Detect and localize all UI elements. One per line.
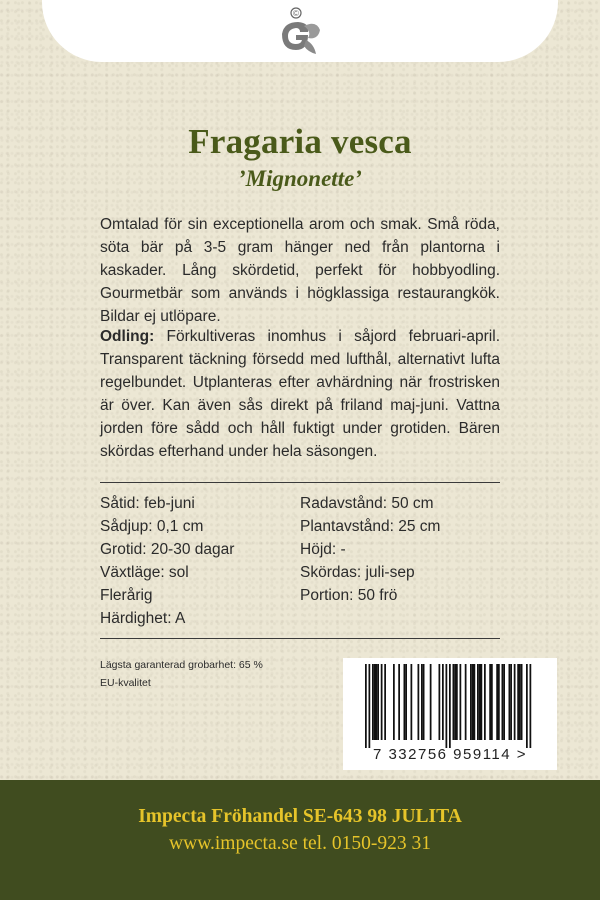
barcode-bar bbox=[377, 664, 379, 740]
footer-company: Impecta Fröhandel SE-643 98 JULITA bbox=[138, 806, 462, 827]
barcode-bar bbox=[442, 664, 444, 740]
barcode-bar bbox=[376, 664, 378, 740]
fact-plant-spacing: Plantavstånd: 25 cm bbox=[300, 518, 441, 535]
barcode-bar bbox=[477, 664, 479, 740]
fact-height: Höjd: - bbox=[300, 541, 346, 558]
barcode-bar bbox=[465, 664, 467, 740]
barcode-bar bbox=[393, 664, 395, 740]
barcode-bar bbox=[498, 664, 500, 740]
cultivation-text: Förkultiveras inomhus i såjord februari-april. Transparent täckning försedd med lufthål, alternativt lufta regelbundet. Utplanteras efter avhärdning när frostrisken är över. Kan även sås direkt på friland maj-juni. Vattna jorden före sådd och håll fuktigt under grotiden. Bären skördas efterhand under hela säsongen. bbox=[100, 328, 500, 460]
barcode-bar bbox=[521, 664, 523, 740]
fact-portion: Portion: 50 frö bbox=[300, 587, 398, 604]
barcode-bar bbox=[479, 664, 481, 740]
product-title: Fragaria vesca bbox=[188, 122, 412, 161]
barcode-bar bbox=[472, 664, 474, 740]
barcode-bar bbox=[496, 664, 498, 740]
barcode-bar bbox=[405, 664, 407, 740]
barcode-bar bbox=[369, 664, 371, 748]
fact-location: Växtläge: sol bbox=[100, 564, 189, 581]
barcode-number: 7 332756 959114 > bbox=[372, 746, 528, 763]
barcode-bar bbox=[484, 664, 486, 740]
impecta-leaf-logo-icon bbox=[276, 4, 324, 60]
barcode-bar bbox=[404, 664, 406, 740]
germination-note: Lägsta garanterad grobarhet: 65 % bbox=[100, 659, 263, 671]
fact-sowing-time: Såtid: feb-juni bbox=[100, 495, 195, 512]
barcode-bar bbox=[418, 664, 420, 740]
barcode-bar bbox=[430, 664, 432, 740]
cultivation-label: Odling: bbox=[100, 328, 155, 345]
cultivation-section bbox=[100, 325, 500, 463]
barcode-bar bbox=[398, 664, 400, 740]
barcode-bar bbox=[421, 664, 423, 740]
barcode-bar bbox=[526, 664, 528, 748]
barcode bbox=[343, 658, 557, 770]
product-variety: ’Mignonette’ bbox=[238, 166, 362, 191]
barcode-bar bbox=[456, 664, 458, 740]
barcode-bar bbox=[439, 664, 441, 740]
barcode-bar bbox=[470, 664, 472, 740]
barcode-bar bbox=[423, 664, 425, 740]
facts-left-list bbox=[100, 492, 234, 630]
barcode-bar bbox=[510, 664, 512, 740]
fact-perennial: Flerårig bbox=[100, 587, 153, 604]
barcode-bar bbox=[453, 664, 455, 740]
barcode-bar bbox=[489, 664, 491, 740]
barcode-bar bbox=[460, 664, 462, 740]
divider-bottom bbox=[100, 638, 500, 639]
barcode-bar bbox=[491, 664, 493, 740]
fact-row-spacing: Radavstånd: 50 cm bbox=[300, 495, 434, 512]
copyright-symbol: © bbox=[293, 9, 299, 18]
barcode-bar bbox=[365, 664, 367, 748]
fact-harvest: Skördas: juli-sep bbox=[300, 564, 415, 581]
barcode-bar bbox=[481, 664, 483, 740]
barcode-bar bbox=[381, 664, 383, 740]
barcode-bar bbox=[454, 664, 456, 740]
description-text: Omtalad för sin exceptionella arom och smak. Små röda, söta bär på 3-5 gram hänger ned från plantorna i kaskader. Lång skördetid, perfekt för hobbyodling. Gourmetbär som används i högklassiga restaurangkök. Bildar ej utlöpare. bbox=[100, 216, 500, 325]
fact-germination-time: Grotid: 20-30 dagar bbox=[100, 541, 235, 558]
barcode-bar bbox=[449, 664, 451, 748]
barcode-bar bbox=[519, 664, 521, 740]
barcode-bar bbox=[509, 664, 511, 740]
barcode-bar bbox=[517, 664, 519, 740]
barcode-bar bbox=[372, 664, 374, 740]
footer-contact: www.impecta.se tel. 0150-923 31 bbox=[169, 833, 431, 854]
divider-top bbox=[100, 482, 500, 483]
barcode-bar bbox=[530, 664, 532, 748]
barcode-bar bbox=[474, 664, 476, 740]
barcode-bar bbox=[502, 664, 504, 740]
barcode-bar bbox=[446, 664, 448, 748]
barcode-bar bbox=[503, 664, 505, 740]
barcode-bar bbox=[374, 664, 376, 740]
barcode-bars bbox=[351, 664, 549, 748]
fact-hardiness: Härdighet: A bbox=[100, 610, 186, 627]
quality-note: EU-kvalitet bbox=[100, 677, 151, 689]
fact-sowing-depth: Sådjup: 0,1 cm bbox=[100, 518, 204, 535]
facts-right-list bbox=[300, 492, 440, 607]
barcode-bar bbox=[514, 664, 516, 740]
barcode-bar bbox=[384, 664, 386, 740]
barcode-bar bbox=[411, 664, 413, 740]
